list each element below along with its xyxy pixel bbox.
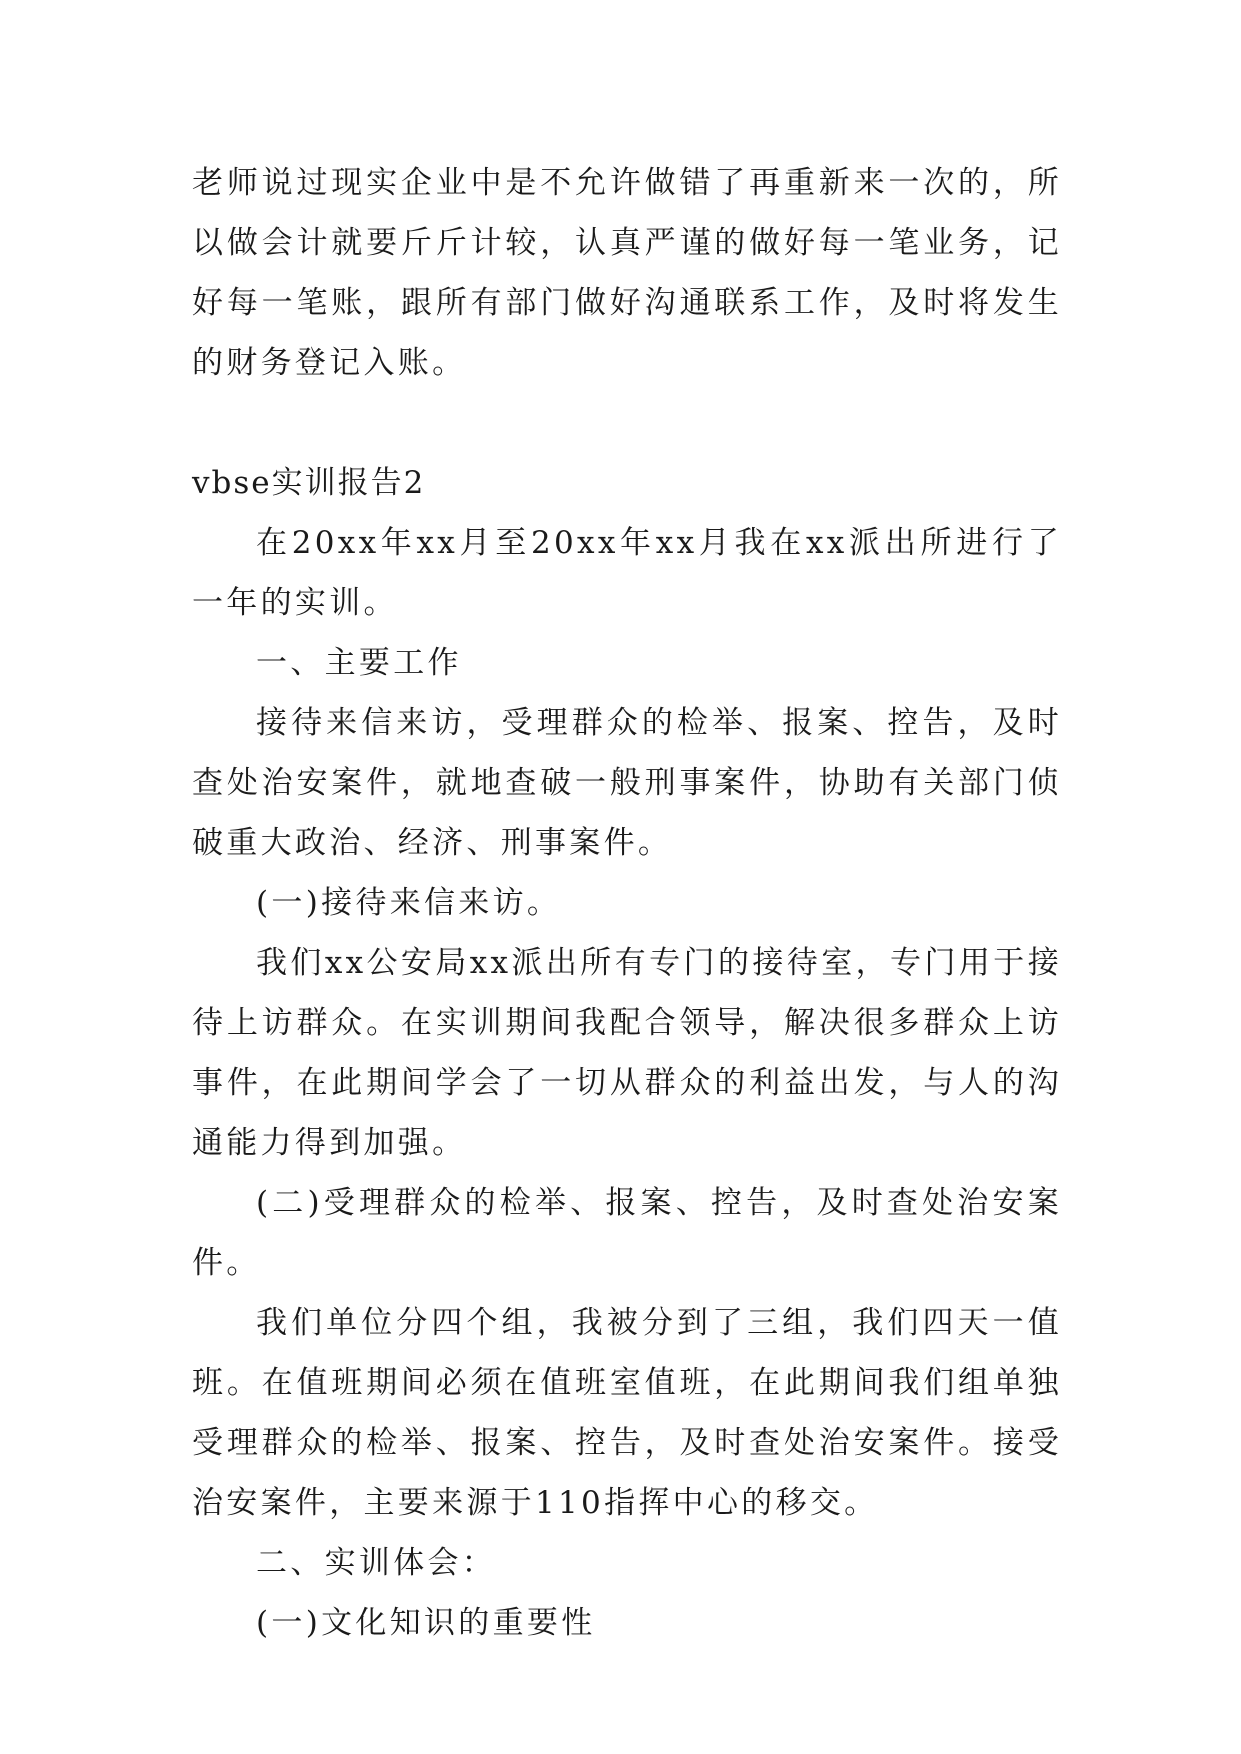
paragraph-case-handling: 我们单位分四个组，我被分到了三组，我们四天一值班。在值班期间必须在值班室值班，在此期间我们组单独受理群众的检举、报案、控告，及时查处治安案件。接受治安案件，主要来源于110指挥中心的移交。 xyxy=(192,1305,1062,1521)
document-body xyxy=(192,153,1062,1653)
paragraph-duties: 接待来信来访，受理群众的检举、报案、控告，及时查处治安案件，就地查破一般刑事案件，协助有关部门侦破重大政治、经济、刑事案件。 xyxy=(192,705,1062,861)
subheading-case-handling: (二)受理群众的检举、报案、控告，及时查处治安案件。 xyxy=(192,1185,1062,1281)
heading-training-reflections: 二、实训体会： xyxy=(256,1545,497,1581)
subheading-knowledge-importance: (一)文化知识的重要性 xyxy=(256,1605,596,1641)
paragraph-reception: 我们xx公安局xx派出所有专门的接待室，专门用于接待上访群众。在实训期间我配合领导，解决很多群众上访事件，在此期间学会了一切从群众的利益出发，与人的沟通能力得到加强。 xyxy=(192,945,1062,1161)
section-spacer xyxy=(192,393,1062,453)
intro-paragraph: 老师说过现实企业中是不允许做错了再重新来一次的，所以做会计就要斤斤计较，认真严谨的做好每一笔业务，记好每一笔账，跟所有部门做好沟通联系工作，及时将发生的财务登记入账。 xyxy=(192,165,1062,381)
section-title: vbse实训报告2 xyxy=(192,465,426,501)
heading-main-work: 一、主要工作 xyxy=(256,645,462,681)
subheading-reception: (一)接待来信来访。 xyxy=(256,885,562,921)
paragraph-training-period: 在20xx年xx月至20xx年xx月我在xx派出所进行了一年的实训。 xyxy=(192,525,1062,621)
